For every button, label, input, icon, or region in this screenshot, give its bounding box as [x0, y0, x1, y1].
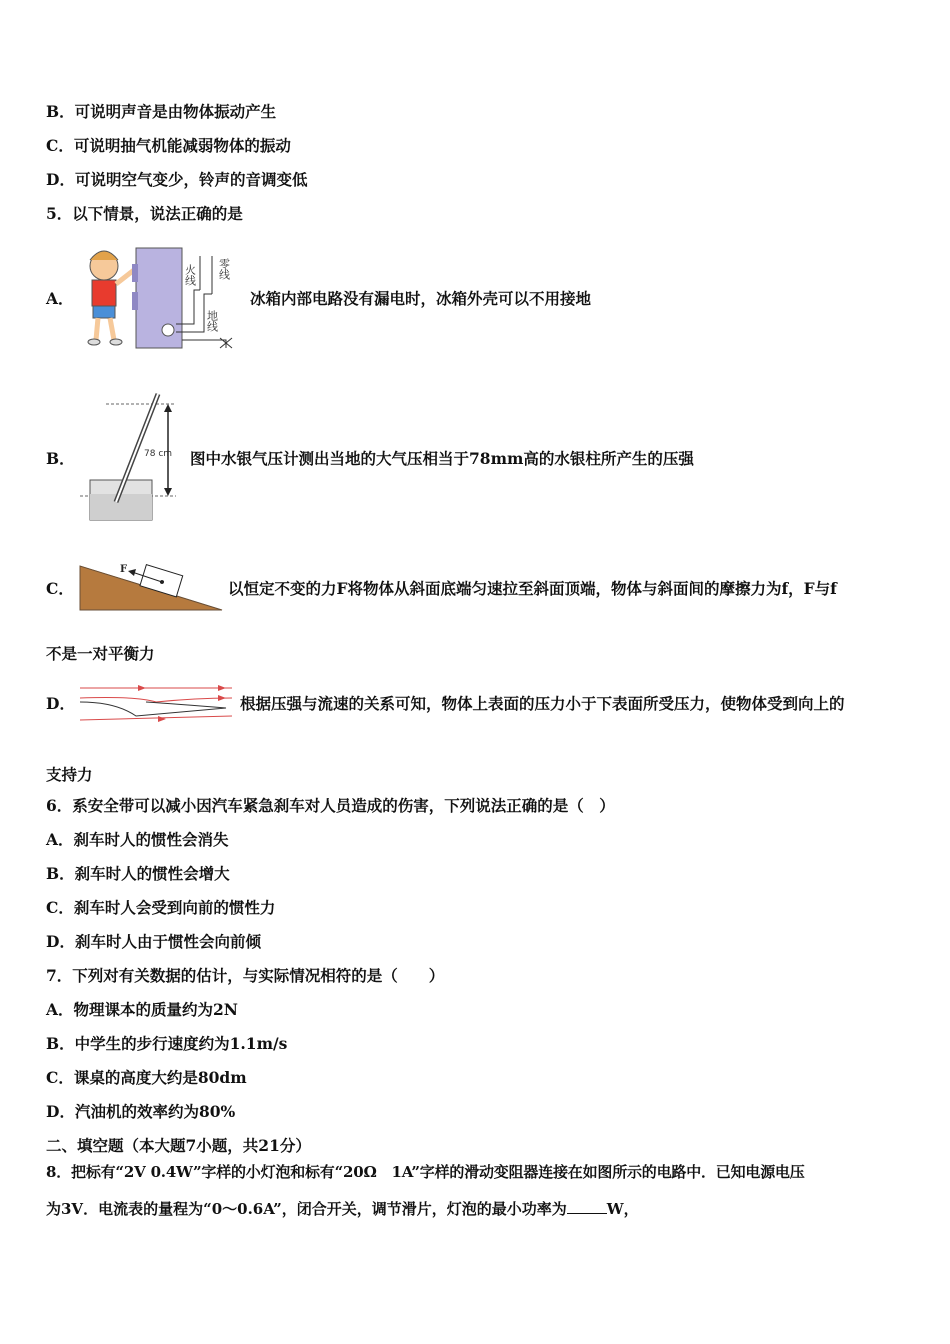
q5-a-text: 冰箱内部电路没有漏电时，冰箱外壳可以不用接地 — [250, 289, 592, 308]
q6-option-d: D．刹车时人由于惯性会向前倾 — [46, 932, 261, 951]
mercury-barometer-figure — [76, 392, 188, 524]
q5-d-text-cont: 支持力 — [46, 765, 93, 784]
live-wire-label: 火线 — [183, 264, 197, 286]
q8-line1: 8．把标有“2V 0.4W”字样的小灯泡和标有“20Ω 1A”字样的滑动变阻器连接在如图所示的电路中．已知电源电压 — [46, 1163, 805, 1181]
height-label: 78 cm — [144, 449, 173, 459]
airfoil-figure — [76, 680, 236, 726]
q5-c-text-cont: 不是一对平衡力 — [46, 644, 155, 663]
q7-option-d: D．汽油机的效率约为80% — [46, 1102, 236, 1121]
q4-option-b: B．可说明声音是由物体振动产生 — [46, 102, 277, 121]
ground-wire-label: 地线 — [205, 310, 219, 332]
q5-option-c — [46, 562, 837, 614]
q8-line2-b: W， — [606, 1200, 639, 1218]
q5-b-letter: B． — [46, 449, 75, 468]
q7-option-b: B．中学生的步行速度约为1.1m/s — [46, 1034, 288, 1053]
force-label: F — [120, 564, 128, 575]
q7-option-a: A．物理课本的质量约为2N — [46, 1000, 238, 1019]
q8-line2-a: 为3V．电流表的量程为“0～0.6A”，闭合开关，调节滑片，灯泡的最小功率为 — [46, 1200, 567, 1218]
q7-option-c: C．课桌的高度大约是80dm — [46, 1068, 247, 1087]
q4-option-d: D．可说明空气变少，铃声的音调变低 — [46, 170, 308, 189]
q6-option-b: B．刹车时人的惯性会增大 — [46, 864, 230, 883]
q5-option-d — [46, 680, 845, 726]
q5-d-text: 根据压强与流速的关系可知，物体上表面的压力小于下表面所受压力，使物体受到向上的 — [240, 694, 845, 713]
q6-stem: 6．系安全带可以减小因汽车紧急刹车对人员造成的伤害，下列说法正确的是（ ） — [46, 796, 615, 815]
q5-a-letter: A． — [46, 289, 74, 308]
fridge-grounding-figure — [76, 244, 248, 352]
section-heading: 二、填空题（本大题7小题，共21分） — [46, 1136, 311, 1155]
q5-stem: 5．以下情景，说法正确的是 — [46, 204, 243, 223]
q5-b-text: 图中水银气压计测出当地的大气压相当于78mm高的水银柱所产生的压强 — [190, 449, 694, 468]
q5-d-letter: D． — [46, 694, 75, 713]
q4-option-c: C．可说明抽气机能减弱物体的振动 — [46, 136, 291, 155]
q5-option-a — [46, 244, 591, 352]
q5-c-letter: C． — [46, 579, 74, 598]
q5-option-b — [46, 392, 694, 524]
q6-option-a: A．刹车时人的惯性会消失 — [46, 830, 229, 849]
answer-blank[interactable] — [567, 1199, 607, 1214]
incline-figure — [76, 562, 224, 614]
q5-c-text: 以恒定不变的力F将物体从斜面底端匀速拉至斜面顶端，物体与斜面间的摩擦力为f，F与f — [228, 579, 837, 598]
q8-line2 — [46, 1199, 639, 1219]
neutral-wire-label: 零线 — [217, 258, 231, 280]
q6-option-c: C．刹车时人会受到向前的惯性力 — [46, 898, 276, 917]
q7-stem: 7．下列对有关数据的估计，与实际情况相符的是（ ） — [46, 966, 445, 985]
